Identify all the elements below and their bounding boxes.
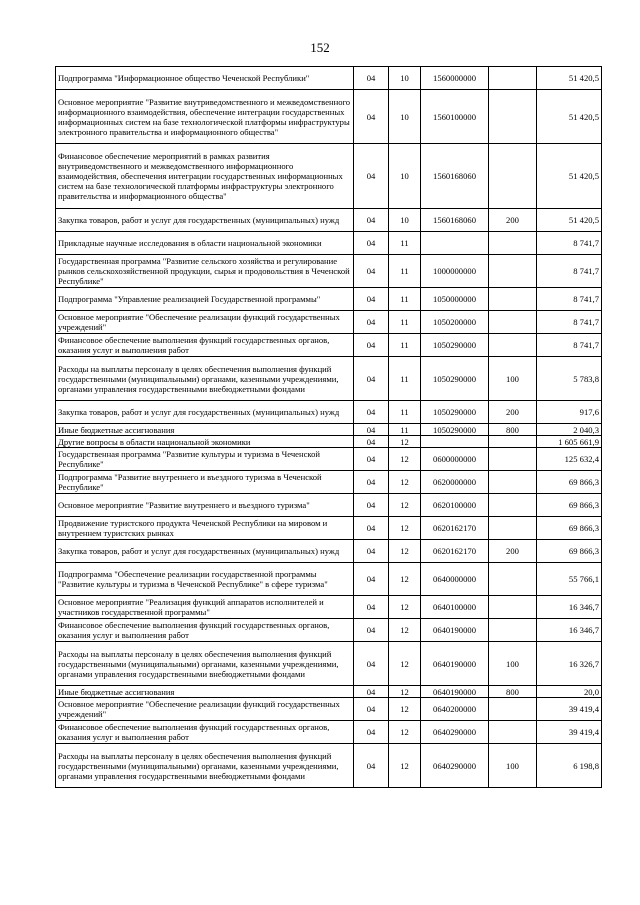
section-code-cell: 04 <box>354 686 389 698</box>
target-article-cell: 0620162170 <box>421 540 489 563</box>
subsection-code-cell: 10 <box>389 90 421 144</box>
section-code-cell: 04 <box>354 90 389 144</box>
subsection-code-cell: 12 <box>389 596 421 619</box>
section-code-cell: 04 <box>354 144 389 209</box>
expenditure-name-cell: Закупка товаров, работ и услуг для государственных (муниципальных) нужд <box>56 209 354 232</box>
expense-type-cell <box>489 448 537 471</box>
table-row <box>56 642 602 686</box>
table-row <box>56 494 602 517</box>
subsection-code-cell: 11 <box>389 311 421 334</box>
expense-type-cell: 100 <box>489 357 537 401</box>
expenditure-name-cell: Государственная программа "Развитие культуры и туризма в Чеченской Республике" <box>56 448 354 471</box>
table-row <box>56 686 602 698</box>
expenditure-name-cell: Закупка товаров, работ и услуг для государственных (муниципальных) нужд <box>56 540 354 563</box>
subsection-code-cell: 10 <box>389 209 421 232</box>
subsection-code-cell: 12 <box>389 494 421 517</box>
page-number: 152 <box>310 40 330 55</box>
expenditure-name-cell: Финансовое обеспечение выполнения функций государственных органов, оказания услуг и выполнения работ <box>56 721 354 744</box>
target-article-cell: 1000000000 <box>421 255 489 288</box>
section-code-cell: 04 <box>354 288 389 311</box>
target-article-cell: 1560168060 <box>421 144 489 209</box>
expenditure-name-cell: Основное мероприятие "Обеспечение реализации функций государственных учреждений" <box>56 311 354 334</box>
table-row <box>56 721 602 744</box>
table-row <box>56 232 602 255</box>
section-code-cell: 04 <box>354 232 389 255</box>
section-code-cell: 04 <box>354 494 389 517</box>
table-row <box>56 517 602 540</box>
table-row <box>56 144 602 209</box>
section-code-cell: 04 <box>354 436 389 448</box>
table-row <box>56 288 602 311</box>
table-row <box>56 311 602 334</box>
subsection-code-cell: 12 <box>389 686 421 698</box>
expense-type-cell <box>489 67 537 90</box>
amount-cell: 8 741,7 <box>537 288 602 311</box>
table-row <box>56 401 602 424</box>
amount-cell: 51 420,5 <box>537 209 602 232</box>
expense-type-cell <box>489 232 537 255</box>
amount-cell: 125 632,4 <box>537 448 602 471</box>
amount-cell: 6 198,8 <box>537 744 602 788</box>
amount-cell: 39 419,4 <box>537 698 602 721</box>
amount-cell: 16 346,7 <box>537 619 602 642</box>
section-code-cell: 04 <box>354 642 389 686</box>
amount-cell: 16 326,7 <box>537 642 602 686</box>
expenditure-name-cell: Подпрограмма "Обеспечение реализации государственной программы "Развитие культуры и туризма в Чеченской Республике" в сфере туризма" <box>56 563 354 596</box>
expenditure-name-cell: Финансовое обеспечение мероприятий в рамках развития внутриведомственного и межведомственного информационного взаимодействия, обеспечения интеграции государственных информационных систем на базе технологической платформы инфраструктуры электронного правительства и информационного общества" <box>56 144 354 209</box>
expense-type-cell: 200 <box>489 401 537 424</box>
expenditure-name-cell: Другие вопросы в области национальной экономики <box>56 436 354 448</box>
amount-cell: 51 420,5 <box>537 67 602 90</box>
expenditure-name-cell: Подпрограмма "Развитие внутреннего и въездного туризма в Чеченской Республике" <box>56 471 354 494</box>
expense-type-cell: 200 <box>489 540 537 563</box>
section-code-cell: 04 <box>354 448 389 471</box>
subsection-code-cell: 11 <box>389 357 421 401</box>
amount-cell: 20,0 <box>537 686 602 698</box>
amount-cell: 16 346,7 <box>537 596 602 619</box>
subsection-code-cell: 12 <box>389 517 421 540</box>
target-article-cell: 0620100000 <box>421 494 489 517</box>
expense-type-cell <box>489 288 537 311</box>
section-code-cell: 04 <box>354 424 389 436</box>
expense-type-cell: 800 <box>489 424 537 436</box>
target-article-cell <box>421 436 489 448</box>
subsection-code-cell: 12 <box>389 619 421 642</box>
target-article-cell: 0640290000 <box>421 721 489 744</box>
expenditure-name-cell: Иные бюджетные ассигнования <box>56 686 354 698</box>
amount-cell: 8 741,7 <box>537 334 602 357</box>
expense-type-cell <box>489 721 537 744</box>
expenditure-name-cell: Государственная программа "Развитие сельского хозяйства и регулирование рынков сельскохозяйственной продукции, сырья и продовольствия в Чеченской Республике" <box>56 255 354 288</box>
amount-cell: 55 766,1 <box>537 563 602 596</box>
subsection-code-cell: 10 <box>389 144 421 209</box>
target-article-cell: 1050290000 <box>421 401 489 424</box>
expenditure-name-cell: Основное мероприятие "Обеспечение реализации функций государственных учреждений" <box>56 698 354 721</box>
amount-cell: 69 866,3 <box>537 540 602 563</box>
expense-type-cell <box>489 494 537 517</box>
amount-cell: 69 866,3 <box>537 471 602 494</box>
target-article-cell: 0640290000 <box>421 744 489 788</box>
subsection-code-cell: 12 <box>389 448 421 471</box>
expense-type-cell <box>489 334 537 357</box>
table-row <box>56 619 602 642</box>
table-row <box>56 209 602 232</box>
expense-type-cell <box>489 471 537 494</box>
section-code-cell: 04 <box>354 698 389 721</box>
expense-type-cell <box>489 563 537 596</box>
expense-type-cell <box>489 255 537 288</box>
expense-type-cell <box>489 619 537 642</box>
table-row <box>56 448 602 471</box>
subsection-code-cell: 10 <box>389 67 421 90</box>
subsection-code-cell: 11 <box>389 401 421 424</box>
target-article-cell: 0620162170 <box>421 517 489 540</box>
expenditure-name-cell: Подпрограмма "Информационное общество Чеченской Республики" <box>56 67 354 90</box>
section-code-cell: 04 <box>354 619 389 642</box>
section-code-cell: 04 <box>354 471 389 494</box>
target-article-cell: 1560168060 <box>421 209 489 232</box>
expense-type-cell: 200 <box>489 209 537 232</box>
target-article-cell: 1050290000 <box>421 334 489 357</box>
subsection-code-cell: 11 <box>389 334 421 357</box>
section-code-cell: 04 <box>354 596 389 619</box>
expenditure-name-cell: Иные бюджетные ассигнования <box>56 424 354 436</box>
expenditure-name-cell: Закупка товаров, работ и услуг для государственных (муниципальных) нужд <box>56 401 354 424</box>
subsection-code-cell: 12 <box>389 540 421 563</box>
amount-cell: 1 605 661,9 <box>537 436 602 448</box>
section-code-cell: 04 <box>354 721 389 744</box>
expenditure-name-cell: Основное мероприятие "Развитие внутриведомственного и межведомственного информационного взаимодействия, обеспечение интеграции государственных информационных систем на базе технологической платформы инфраструктуры электронного правительства и информационного общества" <box>56 90 354 144</box>
expense-type-cell: 100 <box>489 642 537 686</box>
section-code-cell: 04 <box>354 517 389 540</box>
amount-cell: 69 866,3 <box>537 494 602 517</box>
target-article-cell: 0640000000 <box>421 563 489 596</box>
table-row <box>56 540 602 563</box>
section-code-cell: 04 <box>354 540 389 563</box>
section-code-cell: 04 <box>354 209 389 232</box>
budget-table <box>55 66 602 788</box>
table-row <box>56 67 602 90</box>
section-code-cell: 04 <box>354 357 389 401</box>
amount-cell: 917,6 <box>537 401 602 424</box>
expenditure-name-cell: Расходы на выплаты персоналу в целях обеспечения выполнения функций государственными (муниципальными) органами, казенными учреждениями, органами управления государственными внебюджетными фондами <box>56 744 354 788</box>
subsection-code-cell: 11 <box>389 424 421 436</box>
target-article-cell: 0640190000 <box>421 619 489 642</box>
amount-cell: 8 741,7 <box>537 255 602 288</box>
subsection-code-cell: 11 <box>389 288 421 311</box>
expense-type-cell <box>489 596 537 619</box>
amount-cell: 69 866,3 <box>537 517 602 540</box>
expense-type-cell <box>489 436 537 448</box>
expenditure-name-cell: Финансовое обеспечение выполнения функций государственных органов, оказания услуг и выполнения работ <box>56 334 354 357</box>
target-article-cell: 0600000000 <box>421 448 489 471</box>
section-code-cell: 04 <box>354 334 389 357</box>
budget-table-body <box>56 67 602 788</box>
subsection-code-cell: 11 <box>389 255 421 288</box>
table-row <box>56 334 602 357</box>
target-article-cell: 1560100000 <box>421 90 489 144</box>
target-article-cell: 0620000000 <box>421 471 489 494</box>
section-code-cell: 04 <box>354 311 389 334</box>
target-article-cell: 1050200000 <box>421 311 489 334</box>
expense-type-cell <box>489 311 537 334</box>
subsection-code-cell: 12 <box>389 744 421 788</box>
amount-cell: 39 419,4 <box>537 721 602 744</box>
subsection-code-cell: 12 <box>389 642 421 686</box>
table-row <box>56 698 602 721</box>
expense-type-cell <box>489 517 537 540</box>
target-article-cell: 0640200000 <box>421 698 489 721</box>
table-row <box>56 596 602 619</box>
table-row <box>56 563 602 596</box>
expense-type-cell: 800 <box>489 686 537 698</box>
subsection-code-cell: 11 <box>389 232 421 255</box>
target-article-cell: 1050290000 <box>421 357 489 401</box>
expenditure-name-cell: Расходы на выплаты персоналу в целях обеспечения выполнения функций государственными (муниципальными) органами, казенными учреждениями, органами управления государственными внебюджетными фондами <box>56 642 354 686</box>
target-article-cell <box>421 232 489 255</box>
section-code-cell: 04 <box>354 563 389 596</box>
expense-type-cell: 100 <box>489 744 537 788</box>
target-article-cell: 1560000000 <box>421 67 489 90</box>
amount-cell: 8 741,7 <box>537 232 602 255</box>
section-code-cell: 04 <box>354 744 389 788</box>
subsection-code-cell: 12 <box>389 721 421 744</box>
target-article-cell: 1050000000 <box>421 288 489 311</box>
table-row <box>56 471 602 494</box>
table-row <box>56 90 602 144</box>
section-code-cell: 04 <box>354 67 389 90</box>
expenditure-name-cell: Основное мероприятие "Реализация функций аппаратов исполнителей и участников государственной программы" <box>56 596 354 619</box>
amount-cell: 5 783,8 <box>537 357 602 401</box>
expenditure-name-cell: Основное мероприятие "Развитие внутреннего и въездного туризма" <box>56 494 354 517</box>
amount-cell: 2 040,3 <box>537 424 602 436</box>
expenditure-name-cell: Финансовое обеспечение выполнения функций государственных органов, оказания услуг и выполнения работ <box>56 619 354 642</box>
target-article-cell: 0640190000 <box>421 686 489 698</box>
table-row <box>56 436 602 448</box>
target-article-cell: 1050290000 <box>421 424 489 436</box>
table-row <box>56 255 602 288</box>
table-row <box>56 357 602 401</box>
amount-cell: 8 741,7 <box>537 311 602 334</box>
table-row <box>56 744 602 788</box>
expense-type-cell <box>489 144 537 209</box>
target-article-cell: 0640100000 <box>421 596 489 619</box>
expense-type-cell <box>489 90 537 144</box>
section-code-cell: 04 <box>354 401 389 424</box>
amount-cell: 51 420,5 <box>537 90 602 144</box>
section-code-cell: 04 <box>354 255 389 288</box>
subsection-code-cell: 12 <box>389 698 421 721</box>
subsection-code-cell: 12 <box>389 436 421 448</box>
expenditure-name-cell: Продвижение туристского продукта Чеченской Республики на мировом и внутреннем туристских рынках <box>56 517 354 540</box>
expense-type-cell <box>489 698 537 721</box>
expenditure-name-cell: Прикладные научные исследования в области национальной экономики <box>56 232 354 255</box>
target-article-cell: 0640190000 <box>421 642 489 686</box>
table-row <box>56 424 602 436</box>
expenditure-name-cell: Расходы на выплаты персоналу в целях обеспечения выполнения функций государственными (муниципальными) органами, казенными учреждениями, органами управления государственными внебюджетными фондами <box>56 357 354 401</box>
subsection-code-cell: 12 <box>389 471 421 494</box>
expenditure-name-cell: Подпрограмма "Управление реализацией Государственной программы" <box>56 288 354 311</box>
subsection-code-cell: 12 <box>389 563 421 596</box>
amount-cell: 51 420,5 <box>537 144 602 209</box>
